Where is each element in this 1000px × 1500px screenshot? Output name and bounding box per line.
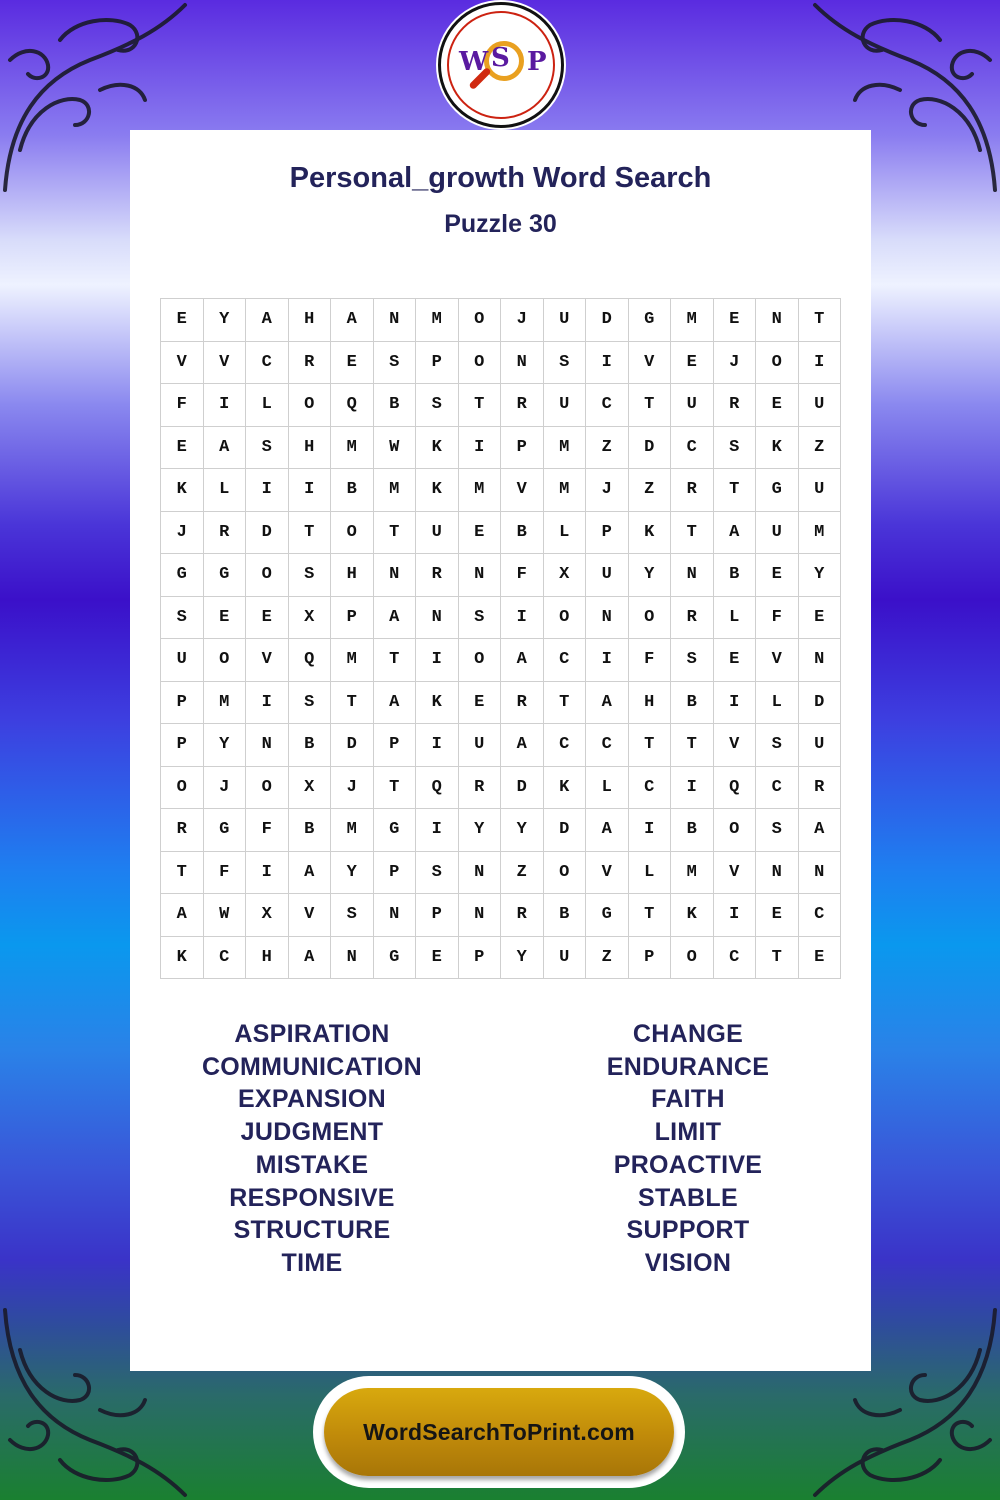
word-list-item: JUDGMENT (240, 1118, 384, 1147)
grid-cell[interactable]: V (246, 639, 289, 682)
grid-cell[interactable]: Y (204, 299, 247, 342)
grid-cell[interactable]: F (161, 384, 204, 427)
footer-badge (313, 1376, 685, 1488)
grid-cell[interactable]: T (459, 384, 502, 427)
grid-cell[interactable]: Y (204, 724, 247, 767)
grid-cell[interactable]: J (501, 299, 544, 342)
grid-cell[interactable]: I (714, 682, 757, 725)
grid-cell[interactable]: P (161, 724, 204, 767)
grid-cell[interactable]: N (799, 639, 842, 682)
grid-cell[interactable]: U (799, 384, 842, 427)
grid-cell[interactable]: O (289, 384, 332, 427)
grid-cell[interactable]: M (459, 469, 502, 512)
grid-cell[interactable]: Z (629, 469, 672, 512)
grid-cell[interactable]: U (161, 639, 204, 682)
grid-cell[interactable]: V (714, 724, 757, 767)
grid-cell[interactable]: O (459, 639, 502, 682)
grid-cell[interactable]: A (289, 852, 332, 895)
grid-cell[interactable]: A (246, 299, 289, 342)
grid-cell[interactable]: K (416, 469, 459, 512)
grid-cell[interactable]: W (204, 894, 247, 937)
grid-cell[interactable]: R (714, 384, 757, 427)
grid-cell[interactable]: E (161, 299, 204, 342)
grid-cell[interactable]: V (289, 894, 332, 937)
grid-cell[interactable]: I (416, 809, 459, 852)
grid-cell[interactable]: I (246, 469, 289, 512)
grid-cell[interactable]: W (374, 427, 417, 470)
word-list-item: ENDURANCE (606, 1052, 770, 1081)
grid-cell[interactable]: L (714, 597, 757, 640)
grid-cell[interactable]: S (161, 597, 204, 640)
grid-cell[interactable]: U (756, 512, 799, 555)
grid-cell[interactable]: I (501, 597, 544, 640)
word-list-item: MISTAKE (255, 1150, 369, 1179)
grid-cell[interactable]: A (586, 809, 629, 852)
grid-cell[interactable]: T (714, 469, 757, 512)
grid-cell[interactable]: T (671, 724, 714, 767)
grid-cell[interactable]: J (204, 767, 247, 810)
grid-cell[interactable]: I (629, 809, 672, 852)
grid-cell[interactable]: S (671, 639, 714, 682)
grid-cell[interactable]: M (374, 469, 417, 512)
puzzle-subtitle: Puzzle 30 (444, 210, 557, 238)
grid-cell[interactable]: C (799, 894, 842, 937)
grid-cell[interactable]: E (714, 299, 757, 342)
grid-cell[interactable]: A (161, 894, 204, 937)
grid-cell[interactable]: H (289, 427, 332, 470)
grid-cell[interactable]: E (416, 937, 459, 980)
grid-cell[interactable]: E (799, 937, 842, 980)
grid-cell[interactable]: V (714, 852, 757, 895)
grid-cell[interactable]: D (246, 512, 289, 555)
grid-cell[interactable]: R (671, 597, 714, 640)
grid-cell[interactable]: K (544, 767, 587, 810)
grid-cell[interactable]: P (374, 724, 417, 767)
grid-cell[interactable]: Q (714, 767, 757, 810)
grid-cell[interactable]: F (246, 809, 289, 852)
grid-cell[interactable]: C (714, 937, 757, 980)
grid-cell[interactable]: A (501, 639, 544, 682)
word-list-right (538, 1018, 838, 1280)
grid-cell[interactable]: I (204, 384, 247, 427)
grid-cell[interactable]: A (501, 724, 544, 767)
grid-cell[interactable]: T (671, 512, 714, 555)
grid-cell[interactable]: J (714, 342, 757, 385)
grid-cell[interactable]: L (204, 469, 247, 512)
grid-cell[interactable]: S (544, 342, 587, 385)
grid-cell[interactable]: R (289, 342, 332, 385)
grid-cell[interactable]: Y (629, 554, 672, 597)
grid-cell[interactable]: T (629, 384, 672, 427)
grid-cell[interactable]: J (331, 767, 374, 810)
grid-cell[interactable]: L (756, 682, 799, 725)
grid-cell[interactable]: S (289, 682, 332, 725)
grid-cell[interactable]: H (331, 554, 374, 597)
grid-cell[interactable]: L (586, 767, 629, 810)
grid-cell[interactable]: S (714, 427, 757, 470)
grid-cell[interactable]: N (374, 554, 417, 597)
grid-cell[interactable]: G (629, 299, 672, 342)
grid-cell[interactable]: K (161, 469, 204, 512)
grid-cell[interactable]: I (714, 894, 757, 937)
grid-cell[interactable]: V (586, 852, 629, 895)
grid-cell[interactable]: T (629, 894, 672, 937)
grid-cell[interactable]: X (289, 597, 332, 640)
grid-cell[interactable]: M (331, 809, 374, 852)
grid-cell[interactable]: O (459, 342, 502, 385)
grid-cell[interactable]: E (799, 597, 842, 640)
grid-cell[interactable]: I (416, 639, 459, 682)
grid-cell[interactable]: E (161, 427, 204, 470)
grid-cell[interactable]: B (289, 724, 332, 767)
logo-letter-p: P (527, 47, 547, 77)
grid-cell[interactable]: G (161, 554, 204, 597)
grid-cell[interactable]: G (374, 937, 417, 980)
logo-letter-w: W (459, 47, 489, 77)
grid-cell[interactable]: I (671, 767, 714, 810)
grid-cell[interactable]: K (416, 427, 459, 470)
grid-cell[interactable]: T (629, 724, 672, 767)
word-list-item: STABLE (638, 1183, 738, 1212)
grid-cell[interactable]: Y (501, 809, 544, 852)
grid-cell[interactable]: O (671, 937, 714, 980)
grid-cell[interactable]: E (459, 512, 502, 555)
grid-cell[interactable]: B (374, 384, 417, 427)
grid-cell[interactable]: C (756, 767, 799, 810)
grid-cell[interactable]: K (416, 682, 459, 725)
grid-cell[interactable]: V (161, 342, 204, 385)
grid-cell[interactable]: S (374, 342, 417, 385)
grid-cell[interactable]: T (756, 937, 799, 980)
grid-cell[interactable]: S (416, 384, 459, 427)
grid-cell[interactable]: N (459, 554, 502, 597)
grid-cell[interactable]: Q (416, 767, 459, 810)
word-list-item: STRUCTURE (233, 1216, 391, 1245)
grid-cell[interactable]: M (544, 427, 587, 470)
grid-cell[interactable]: R (799, 767, 842, 810)
grid-cell[interactable]: J (586, 469, 629, 512)
grid-cell[interactable]: F (629, 639, 672, 682)
grid-cell[interactable]: I (289, 469, 332, 512)
grid-cell[interactable]: D (586, 299, 629, 342)
grid-cell[interactable]: H (289, 299, 332, 342)
grid-cell[interactable]: X (544, 554, 587, 597)
grid-cell[interactable]: S (331, 894, 374, 937)
grid-cell[interactable]: A (331, 299, 374, 342)
grid-cell[interactable]: P (629, 937, 672, 980)
grid-cell[interactable]: C (586, 724, 629, 767)
grid-cell[interactable]: U (416, 512, 459, 555)
grid-cell[interactable]: E (756, 384, 799, 427)
grid-cell[interactable]: K (161, 937, 204, 980)
grid-cell[interactable]: A (374, 597, 417, 640)
grid-cell[interactable]: Q (331, 384, 374, 427)
grid-cell[interactable]: P (416, 894, 459, 937)
grid-cell[interactable]: R (671, 469, 714, 512)
grid-cell[interactable]: B (544, 894, 587, 937)
grid-cell[interactable]: G (204, 554, 247, 597)
grid-cell[interactable]: C (544, 639, 587, 682)
grid-cell[interactable]: B (671, 682, 714, 725)
grid-cell[interactable]: E (756, 894, 799, 937)
grid-cell[interactable]: F (204, 852, 247, 895)
grid-cell[interactable]: I (416, 724, 459, 767)
grid-cell[interactable]: N (586, 597, 629, 640)
grid-cell[interactable]: C (671, 427, 714, 470)
grid-cell[interactable]: D (501, 767, 544, 810)
word-list-item: EXPANSION (237, 1085, 387, 1114)
grid-cell[interactable]: A (714, 512, 757, 555)
grid-cell[interactable]: E (246, 597, 289, 640)
grid-cell[interactable]: M (416, 299, 459, 342)
grid-cell[interactable]: M (331, 639, 374, 682)
word-list-item: CHANGE (632, 1020, 744, 1048)
grid-cell[interactable]: V (501, 469, 544, 512)
grid-cell[interactable]: C (586, 384, 629, 427)
grid-cell[interactable]: O (161, 767, 204, 810)
grid-cell[interactable]: G (756, 469, 799, 512)
grid-cell[interactable]: R (204, 512, 247, 555)
grid-cell[interactable]: M (544, 469, 587, 512)
grid-cell[interactable]: X (289, 767, 332, 810)
letter-grid (160, 298, 841, 979)
grid-cell[interactable]: P (331, 597, 374, 640)
grid-cell[interactable]: M (799, 512, 842, 555)
grid-cell[interactable]: P (459, 937, 502, 980)
grid-cell[interactable]: O (714, 809, 757, 852)
grid-cell[interactable]: S (416, 852, 459, 895)
grid-cell[interactable]: V (629, 342, 672, 385)
grid-cell[interactable]: T (374, 767, 417, 810)
grid-cell[interactable]: Y (799, 554, 842, 597)
grid-cell[interactable]: P (586, 512, 629, 555)
grid-cell[interactable]: C (204, 937, 247, 980)
grid-cell[interactable]: D (629, 427, 672, 470)
grid-cell[interactable]: H (629, 682, 672, 725)
grid-cell[interactable]: E (756, 554, 799, 597)
grid-cell[interactable]: P (501, 427, 544, 470)
grid-cell[interactable]: F (756, 597, 799, 640)
grid-cell[interactable]: N (246, 724, 289, 767)
grid-cell[interactable]: Z (799, 427, 842, 470)
grid-cell[interactable]: Z (586, 937, 629, 980)
grid-cell[interactable]: R (459, 767, 502, 810)
grid-cell[interactable]: O (204, 639, 247, 682)
grid-cell[interactable]: F (501, 554, 544, 597)
grid-cell[interactable]: R (501, 682, 544, 725)
word-list-item: VISION (644, 1248, 732, 1277)
grid-cell[interactable]: Q (289, 639, 332, 682)
grid-cell[interactable]: S (756, 724, 799, 767)
grid-cell[interactable]: T (799, 299, 842, 342)
word-list-item: TIME (281, 1248, 343, 1277)
grid-cell[interactable]: E (459, 682, 502, 725)
grid-cell[interactable]: N (416, 597, 459, 640)
grid-cell[interactable]: L (629, 852, 672, 895)
grid-cell[interactable]: M (204, 682, 247, 725)
grid-cell[interactable]: I (586, 342, 629, 385)
grid-cell[interactable]: S (289, 554, 332, 597)
grid-cell[interactable]: V (756, 639, 799, 682)
grid-cell[interactable]: E (671, 342, 714, 385)
grid-cell[interactable]: N (799, 852, 842, 895)
grid-cell[interactable]: T (331, 682, 374, 725)
grid-cell[interactable]: B (714, 554, 757, 597)
grid-cell[interactable]: U (544, 384, 587, 427)
grid-cell[interactable]: E (204, 597, 247, 640)
grid-cell[interactable]: K (629, 512, 672, 555)
grid-cell[interactable]: N (459, 894, 502, 937)
grid-cell[interactable]: B (331, 469, 374, 512)
grid-cell[interactable]: O (246, 767, 289, 810)
grid-cell[interactable]: O (459, 299, 502, 342)
grid-cell[interactable]: Z (501, 852, 544, 895)
grid-cell[interactable]: U (544, 937, 587, 980)
grid-cell[interactable]: U (544, 299, 587, 342)
grid-cell[interactable]: I (799, 342, 842, 385)
website-link-label: WordSearchToPrint.com (363, 1418, 635, 1445)
grid-cell[interactable]: O (331, 512, 374, 555)
grid-cell[interactable]: M (671, 299, 714, 342)
grid-cell[interactable]: Y (501, 937, 544, 980)
grid-cell[interactable]: Z (586, 427, 629, 470)
grid-cell[interactable]: T (289, 512, 332, 555)
grid-cell[interactable]: U (459, 724, 502, 767)
grid-cell[interactable]: Y (331, 852, 374, 895)
grid-cell[interactable]: U (671, 384, 714, 427)
grid-cell[interactable]: X (246, 894, 289, 937)
grid-cell[interactable]: C (544, 724, 587, 767)
grid-cell[interactable]: P (161, 682, 204, 725)
grid-cell[interactable]: J (161, 512, 204, 555)
grid-cell[interactable]: B (289, 809, 332, 852)
grid-cell[interactable]: C (246, 342, 289, 385)
logo-ring (447, 11, 555, 119)
grid-cell[interactable]: V (204, 342, 247, 385)
grid-cell[interactable]: O (544, 852, 587, 895)
grid-cell[interactable]: B (501, 512, 544, 555)
grid-cell[interactable]: N (374, 894, 417, 937)
grid-cell[interactable]: K (671, 894, 714, 937)
puzzle-title: Personal_growth Word Search (289, 162, 712, 194)
grid-cell[interactable]: T (161, 852, 204, 895)
grid-cell[interactable]: I (459, 427, 502, 470)
grid-cell[interactable]: G (374, 809, 417, 852)
word-list-item: PROACTIVE (613, 1150, 763, 1179)
grid-cell[interactable]: I (586, 639, 629, 682)
grid-cell[interactable]: Y (459, 809, 502, 852)
grid-cell[interactable]: A (799, 809, 842, 852)
grid-cell[interactable]: E (331, 342, 374, 385)
grid-cell[interactable]: N (374, 299, 417, 342)
grid-cell[interactable]: T (374, 512, 417, 555)
grid-cell[interactable]: P (374, 852, 417, 895)
word-list-item: RESPONSIVE (229, 1183, 395, 1212)
grid-cell[interactable]: U (799, 469, 842, 512)
grid-cell[interactable]: D (799, 682, 842, 725)
grid-cell[interactable]: I (246, 682, 289, 725)
word-list-left (162, 1018, 462, 1280)
grid-cell[interactable]: D (544, 809, 587, 852)
grid-cell[interactable]: O (544, 597, 587, 640)
grid-cell[interactable]: M (671, 852, 714, 895)
grid-cell[interactable]: N (756, 852, 799, 895)
word-list-item: LIMIT (654, 1118, 722, 1147)
grid-cell[interactable]: U (799, 724, 842, 767)
puzzle-card (130, 130, 871, 1371)
grid-cell[interactable]: B (671, 809, 714, 852)
grid-cell[interactable]: R (416, 554, 459, 597)
grid-cell[interactable]: O (246, 554, 289, 597)
grid-cell[interactable]: I (246, 852, 289, 895)
grid-cell[interactable]: G (204, 809, 247, 852)
grid-cell[interactable]: R (501, 384, 544, 427)
grid-cell[interactable]: S (246, 427, 289, 470)
grid-cell[interactable]: E (714, 639, 757, 682)
grid-cell[interactable]: D (331, 724, 374, 767)
grid-cell[interactable]: C (629, 767, 672, 810)
grid-cell[interactable]: S (756, 809, 799, 852)
grid-cell[interactable]: L (246, 384, 289, 427)
word-list-item: COMMUNICATION (201, 1052, 423, 1081)
website-link[interactable] (324, 1388, 674, 1476)
site-logo[interactable] (438, 2, 564, 128)
grid-cell[interactable]: O (756, 342, 799, 385)
grid-cell[interactable]: A (374, 682, 417, 725)
grid-cell[interactable]: N (756, 299, 799, 342)
grid-cell[interactable]: A (586, 682, 629, 725)
grid-cell[interactable]: N (671, 554, 714, 597)
grid-cell[interactable]: H (246, 937, 289, 980)
grid-cell[interactable]: A (204, 427, 247, 470)
grid-cell[interactable]: N (459, 852, 502, 895)
grid-cell[interactable]: N (501, 342, 544, 385)
logo-letter-s: S (491, 43, 510, 73)
word-list-item: ASPIRATION (234, 1020, 390, 1048)
grid-cell[interactable]: N (331, 937, 374, 980)
grid-cell[interactable]: T (374, 639, 417, 682)
grid-cell[interactable]: U (586, 554, 629, 597)
grid-cell[interactable]: K (756, 427, 799, 470)
grid-cell[interactable]: L (544, 512, 587, 555)
grid-cell[interactable]: T (544, 682, 587, 725)
grid-cell[interactable]: R (161, 809, 204, 852)
word-list-item: FAITH (651, 1085, 725, 1114)
grid-cell[interactable]: R (501, 894, 544, 937)
word-list-item: SUPPORT (626, 1216, 750, 1245)
grid-cell[interactable]: P (416, 342, 459, 385)
grid-cell[interactable]: A (289, 937, 332, 980)
grid-cell[interactable]: G (586, 894, 629, 937)
grid-cell[interactable]: S (459, 597, 502, 640)
grid-cell[interactable]: O (629, 597, 672, 640)
grid-cell[interactable]: M (331, 427, 374, 470)
